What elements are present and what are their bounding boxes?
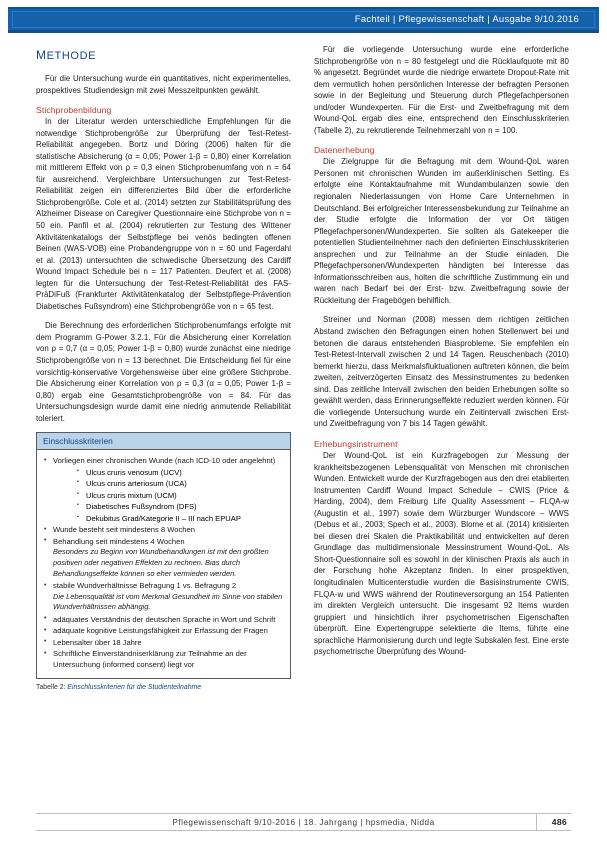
page-footer — [36, 813, 571, 831]
footer-citation: Pflegewissenschaft 9/10-2016 | 18. Jahrgang | hpsmedia, Nidda — [172, 817, 435, 827]
header-title: Fachteil | Pflegewissenschaft | Ausgabe 9/10.2016 — [354, 14, 579, 25]
paragraph-datenerhebung-1: Die Zielgruppe für die Befragung mit dem Wound-QoL waren Personen mit chronischen Wunden im außerklinischen Setting. Es erfolgte eine Kontaktaufnahme mit Wundambulanzen sowie den regionalen Niederlassungen von Home Care Unternehmen in Deutschland. Bei erfolgreicher Interessensbekundung zur Teilnahme an der Studie erfolgte die Information der vor Ort tätigen Pflegefachpersonen/Wundexperten. Sie sollten als Gatekeeper die potentiellen Studienteilnehmer nach den definierten Einschlusskriterien ansprechen und zur Teilnahme an der Studie einladen. Die Pflegefachpersonen/Wundexperten händigten bei Interesse das Informationsschreiben aus, holten die schriftliche Zustimmung ein und waren nach Bedarf bei der Erst- bzw. Zweitbefragung sowie der Rückleitung der Fragebögen behilflich. — [314, 157, 569, 305]
page-header-band — [8, 7, 599, 33]
paragraph-stichprobe-1: In der Literatur werden unterschiedliche Empfehlungen für die notwendige Stichprobengröße zur Überprüfung der Test-Retest-Reliabilität angegeben. Bortz und Döring (2006) halten für die statistische Absicherung (α = 0,05; Power 1-β = 0,80) einer Korrelation mit mittlerem Effekt von ρ = 0,3 einen Stichprobenumfang von n = 64 für ausreichend. Vergleichbare Untersuchungen zur Test-Retest-Reliabilität zeigen ein differenziertes Bild über die erforderliche Stichprobengröße. Cole et al. (2014) setzten zur Stabilitätsprüfung des Alzheimer Disease on Caregiver Questionnaire eine Stichprobe von n = 50 ein. Panfil et al. (2004) rekrutierten zur Testung des Wittener Aktivitätenkatalogs der Selbstpflege bei venös bedingten offenen Beinen (WAS-VOB) eine Probandengruppe von n = 60 und Fagerdahl et al. (2013) untersuchten die schwedische Übersetzung des Cardiff Wound Impact Schedule bei n = 117 Patienten. Deufert et al. (2008) legten für die Untersuchung der Test-Retest-Reliabilität des FAS-PräDiFuß (Frankfurter Aktivitätenkatalog der Selbstpflege-Prävention Diabetisches Fußsyndrom) eine Stichprobengröße von n = 65 fest. — [36, 117, 291, 311]
list-item: • Behandlung seit mindestens 4 Wochen — [43, 536, 284, 547]
subheading-erhebungsinstrument: Erhebungsinstrument — [314, 438, 398, 449]
list-item: • Vorliegen einer chronischen Wunde (nach ICD-10 oder angelehnt) — [43, 455, 284, 466]
list-item: • adäquates Verständnis der deutschen Sprache in Wort und Schrift — [43, 614, 284, 625]
left-column — [36, 44, 291, 804]
criteria-table-header: Einschlusskriterien — [37, 433, 290, 450]
table-caption-label: Tabelle 2: — [36, 683, 66, 691]
list-item: • Schriftliche Einverständniserklärung zur Teilnahme an der Untersuchung (informed consent) liegt vor — [43, 648, 284, 670]
list-item: ▪ Ulcus cruris mixtum (UCM) — [77, 490, 284, 501]
list-item: • stabile Wundverhältnisse Befragung 1 vs. Befragung 2 — [43, 580, 284, 591]
paragraph-sample-size: Für die vorliegende Untersuchung wurde eine erforderliche Stichprobengröße von n = 80 festgelegt und die Rücklaufquote mit 80 % angesetzt. Begründet wurde die niedrige erwartete Dropout-Rate mit dem vermutlich hohen persönlichen Interesse der befragten Personen sowie in der Begleitung und Steuerung durch Pflegefachpersonen und/oder Wundexperten. Für die Erst- und Zweitbefragung mit dem Wound-QoL ergab dies eine, entsprechend den Einschlusskriterien (Tabelle 2), zu rekrutierende Teilnehmerzahl von n = 100. — [314, 45, 569, 135]
paragraph-erhebungsinstrument: Der Wound-QoL ist ein Kurzfragebogen zur Messung der krankheitsbezogenen Lebensqualität von Menschen mit chronischen Wunden. Entwickelt wurde der Kurzfragebogen aus den drei etablierten Instrumenten Cardiff Wound Impact Schedule – CWIS (Price & Harding, 2004), dem Freiburg Life Quality Assessment – FLQA-w (Augustin et al., 1997) sowie dem Würzburger Wundscore – WWS (Debus et al., 2003; Spech et al., 2003). Blome et al. (2014) kritisierten bei diesen drei Skalen die Praktikabilität und entwickelten auf deren Grundlage das multidimensionale Messinstrument Wound-QoL. Als Short-Questionnaire soll es sowohl in der klinischen Praxis als auch in der Forschung hohe Akzeptanz finden. In einer prospektiven, longitudinalen Multicenterstudie wurden die Basisinstrumente CWIS, FLQA-w und WWS während der Routineversorgung an 154 Patienten im direkten Vergleich untersucht. Die insgesamt 92 Items wurden gruppiert und hinsichtlich ihrer psychometrischen Eigenschaften überprüft. Eine Expertengruppe selektierte die Items, führte eine sprachliche Harmonisierung durch und legte Subskalen fest. Eine erste psychometrische Überprüfung des Wound- — [314, 450, 569, 657]
page-number: 486 — [551, 817, 567, 827]
list-item: ▪ Diabetisches Fußsyndrom (DFS) — [77, 501, 284, 512]
criteria-list-continued-2 — [43, 580, 284, 591]
list-item: ▪ Ulcus cruris arteriosum (UCA) — [77, 478, 284, 489]
paragraph-stichprobe-2: Die Berechnung des erforderlichen Stichprobenumfangs erfolgte mit dem Programm G-Power 3.2.1. Für die Absicherung einer Korrelation von ρ = 0,7 (α = 0,05; Power 1-β = 0,80) wurde zunächst eine niedrige Stichprobengröße von n = 13 berechnet. Die Entscheidung fiel für eine vorsichtig-konservative Vorgehensweise über eine größere Stichprobe. Die Absicherung einer Korrelation von ρ = 0,3 (α = 0,05; Power 1-β = 0,80) ergab eine Gesamtstichprobengröße von = 84. Für das Untersuchungsdesign wurde damit eine niedrig anmutende Reliabilität toleriert. — [36, 321, 291, 423]
list-item: • Wunde besteht seit mindestens 8 Wochen — [43, 524, 284, 535]
footer-divider — [536, 813, 537, 831]
criteria-table — [36, 432, 291, 678]
list-item: ▪ Dekubitus Grad/Kategorie II – III nach EPUAP — [77, 513, 284, 524]
criteria-note-2: Die Lebensqualität ist vom Merkmal Gesundheit im Sinne von stabilen Wundverhältnissen abhängig. — [53, 591, 283, 612]
right-column — [314, 44, 569, 804]
subheading-stichprobenbildung: Stichprobenbildung — [36, 105, 112, 116]
list-item: ▪ Ulcus cruris venosum (UCV) — [77, 467, 284, 478]
two-column-body — [0, 44, 607, 804]
table-caption — [36, 683, 291, 692]
criteria-sublist — [43, 467, 284, 524]
paragraph-datenerhebung-2: Streiner und Norman (2008) messen dem richtigen zeitlichen Abstand zwischen den Befragungen einen hohen Stellenwert bei und betonen die daraus entstehenden Biasprobleme. Sie empfehlen ein Test-Retest-Intervall zwischen 2 und 14 Tagen. Reuschenbach (2010) bemerkt hierzu, dass Merkmalsfluktuationen auftreten können, die beim zweiten, zeitverzögerten Einsatz des Messinstrumentes zu bedenken sind. Das zeitliche Intervall zwischen den beiden Erhebungen sollte so gewählt werden, dass Erinnerungseffekte reduziert werden können. Für die vorliegende Untersuchung wurde ein Zeitintervall zwischen Erst- und Zweitbefragung von 7 bis 14 Tagen gewählt. — [314, 315, 569, 429]
list-item: • Lebensalter über 18 Jahre — [43, 637, 284, 648]
criteria-list — [43, 455, 284, 466]
paragraph-intro: Für die Untersuchung wurde ein quantitatives, nicht experimentelles, prospektives Studiendesign mit zwei Messzeitpunkten gewählt. — [36, 74, 291, 95]
criteria-table-body — [37, 450, 290, 677]
criteria-list-continued — [43, 524, 284, 547]
criteria-note-1: Besonders zu Beginn von Wundbehandlungen ist mit den größten positiven oder negativen Effekten zu rechnen. Bias durch Behandlungseffekte können so eher vermieden werden. — [53, 547, 269, 578]
subheading-datenerhebung: Datenerhebung — [314, 145, 375, 156]
page-title: methode — [36, 44, 97, 63]
list-item: • adäquate kognitive Leistungsfähigkeit zur Erfassung der Fragen — [43, 625, 284, 636]
table-caption-text: Einschlusskriterien für die Studienteilnahme — [67, 683, 202, 691]
criteria-list-continued-3 — [43, 614, 284, 671]
